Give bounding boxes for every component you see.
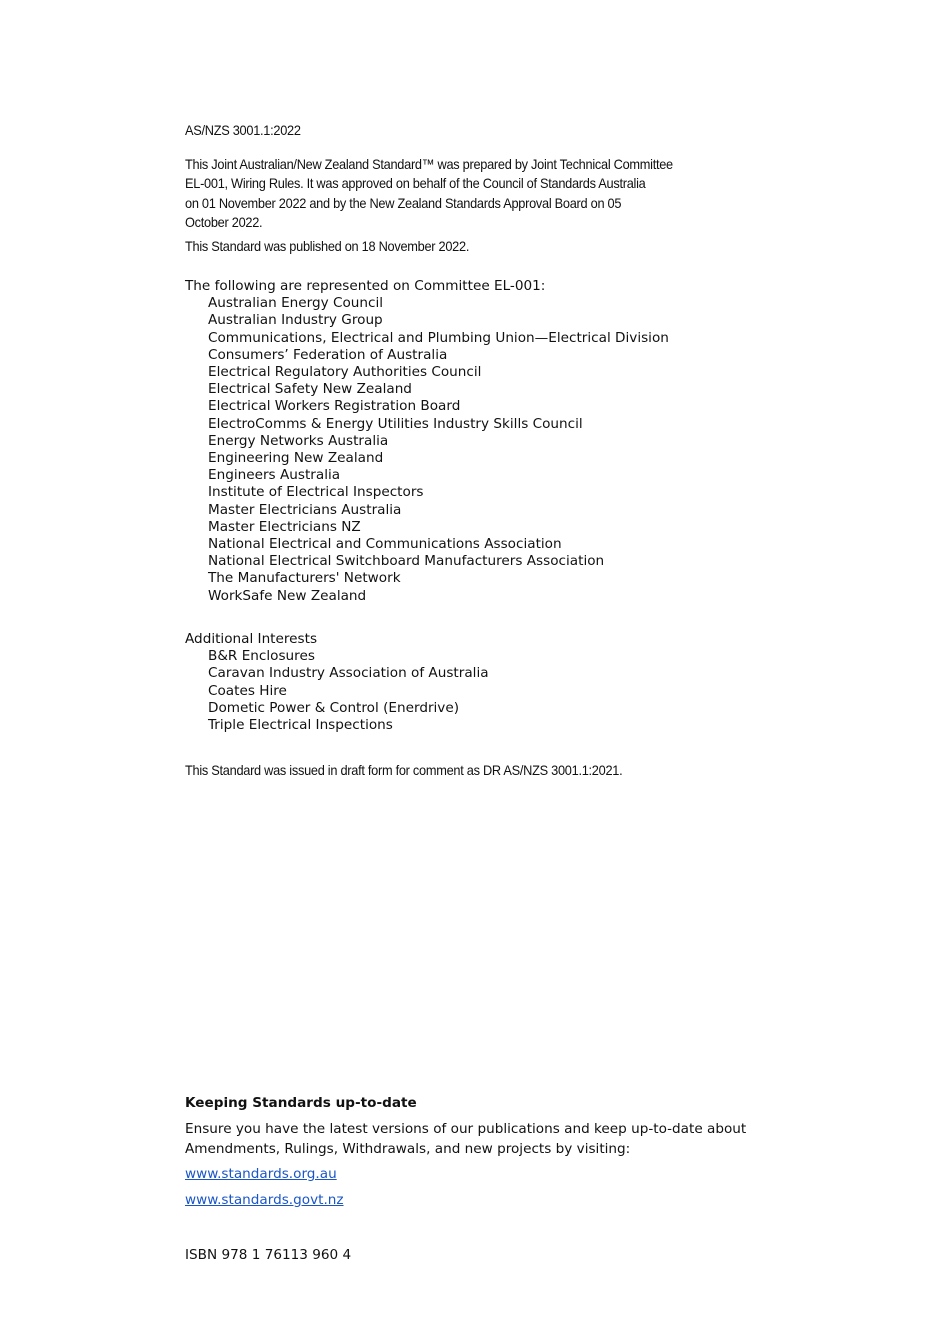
keeping-up-to-date-body <box>185 1119 746 1159</box>
committee-member: Engineers Australia <box>208 467 341 484</box>
committee-heading: The following are represented on Committee EL-001: <box>185 278 546 294</box>
committee-member-list <box>185 295 669 605</box>
committee-member: Electrical Regulatory Authorities Council <box>208 364 482 381</box>
committee-member: Australian Energy Council <box>208 295 384 312</box>
committee-member: National Electrical Switchboard Manufacturers Association <box>208 553 605 570</box>
committee-member: WorkSafe New Zealand <box>208 587 367 604</box>
committee-member: Consumers’ Federation of Australia <box>208 346 448 363</box>
additional-interests-list <box>185 648 489 734</box>
published-statement: This Standard was published on 18 November 2022. <box>185 239 470 254</box>
committee-member: ElectroComms & Energy Utilities Industry Skills Council <box>208 415 583 432</box>
keeping-up-to-date-title: Keeping Standards up-to-date <box>185 1095 417 1111</box>
committee-member: Communications, Electrical and Plumbing Union—Electrical Division <box>208 329 669 346</box>
additional-interest: Caravan Industry Association of Australia <box>208 665 489 682</box>
keeping-body-line: Ensure you have the latest versions of our publications and keep up-to-date about <box>185 1121 747 1137</box>
committee-member: Master Electricians Australia <box>208 501 402 518</box>
committee-member: Engineering New Zealand <box>208 450 384 467</box>
committee-section <box>185 278 669 605</box>
preparation-statement <box>185 155 787 233</box>
standards-australia-link[interactable]: www.standards.org.au <box>185 1166 337 1182</box>
committee-member: National Electrical and Communications Association <box>208 536 562 553</box>
preparation-line: October 2022. <box>185 215 263 231</box>
committee-member: Energy Networks Australia <box>208 432 389 449</box>
additional-interests-section <box>185 631 489 734</box>
additional-interest: B&R Enclosures <box>208 648 315 665</box>
preparation-line: on 01 November 2022 and by the New Zealand Standards Approval Board on 05 <box>185 195 622 211</box>
committee-member: The Manufacturers' Network <box>208 570 401 587</box>
draft-statement: This Standard was issued in draft form for comment as DR AS/NZS 3001.1:2021. <box>185 763 623 778</box>
additional-interest: Coates Hire <box>208 682 287 699</box>
isbn: ISBN 978 1 76113 960 4 <box>185 1247 352 1263</box>
committee-member: Master Electricians NZ <box>208 518 361 535</box>
keeping-up-to-date-section <box>185 1094 746 1209</box>
additional-interests-heading: Additional Interests <box>185 631 318 647</box>
additional-interest: Dometic Power & Control (Enerdrive) <box>208 699 460 716</box>
preparation-line: This Joint Australian/New Zealand Standard™ was prepared by Joint Technical Committee <box>185 157 673 172</box>
additional-interest: Triple Electrical Inspections <box>208 717 393 734</box>
committee-member: Electrical Safety New Zealand <box>208 381 412 398</box>
committee-member: Electrical Workers Registration Board <box>208 398 461 415</box>
standards-new-zealand-link[interactable]: www.standards.govt.nz <box>185 1192 344 1208</box>
committee-member: Australian Industry Group <box>208 312 383 329</box>
standard-identifier: AS/NZS 3001.1:2022 <box>185 123 301 138</box>
committee-member: Institute of Electrical Inspectors <box>208 484 424 501</box>
preparation-line: EL-001, Wiring Rules. It was approved on behalf of the Council of Standards Australia <box>185 176 646 192</box>
keeping-body-line: Amendments, Rulings, Withdrawals, and new projects by visiting: <box>185 1141 631 1157</box>
